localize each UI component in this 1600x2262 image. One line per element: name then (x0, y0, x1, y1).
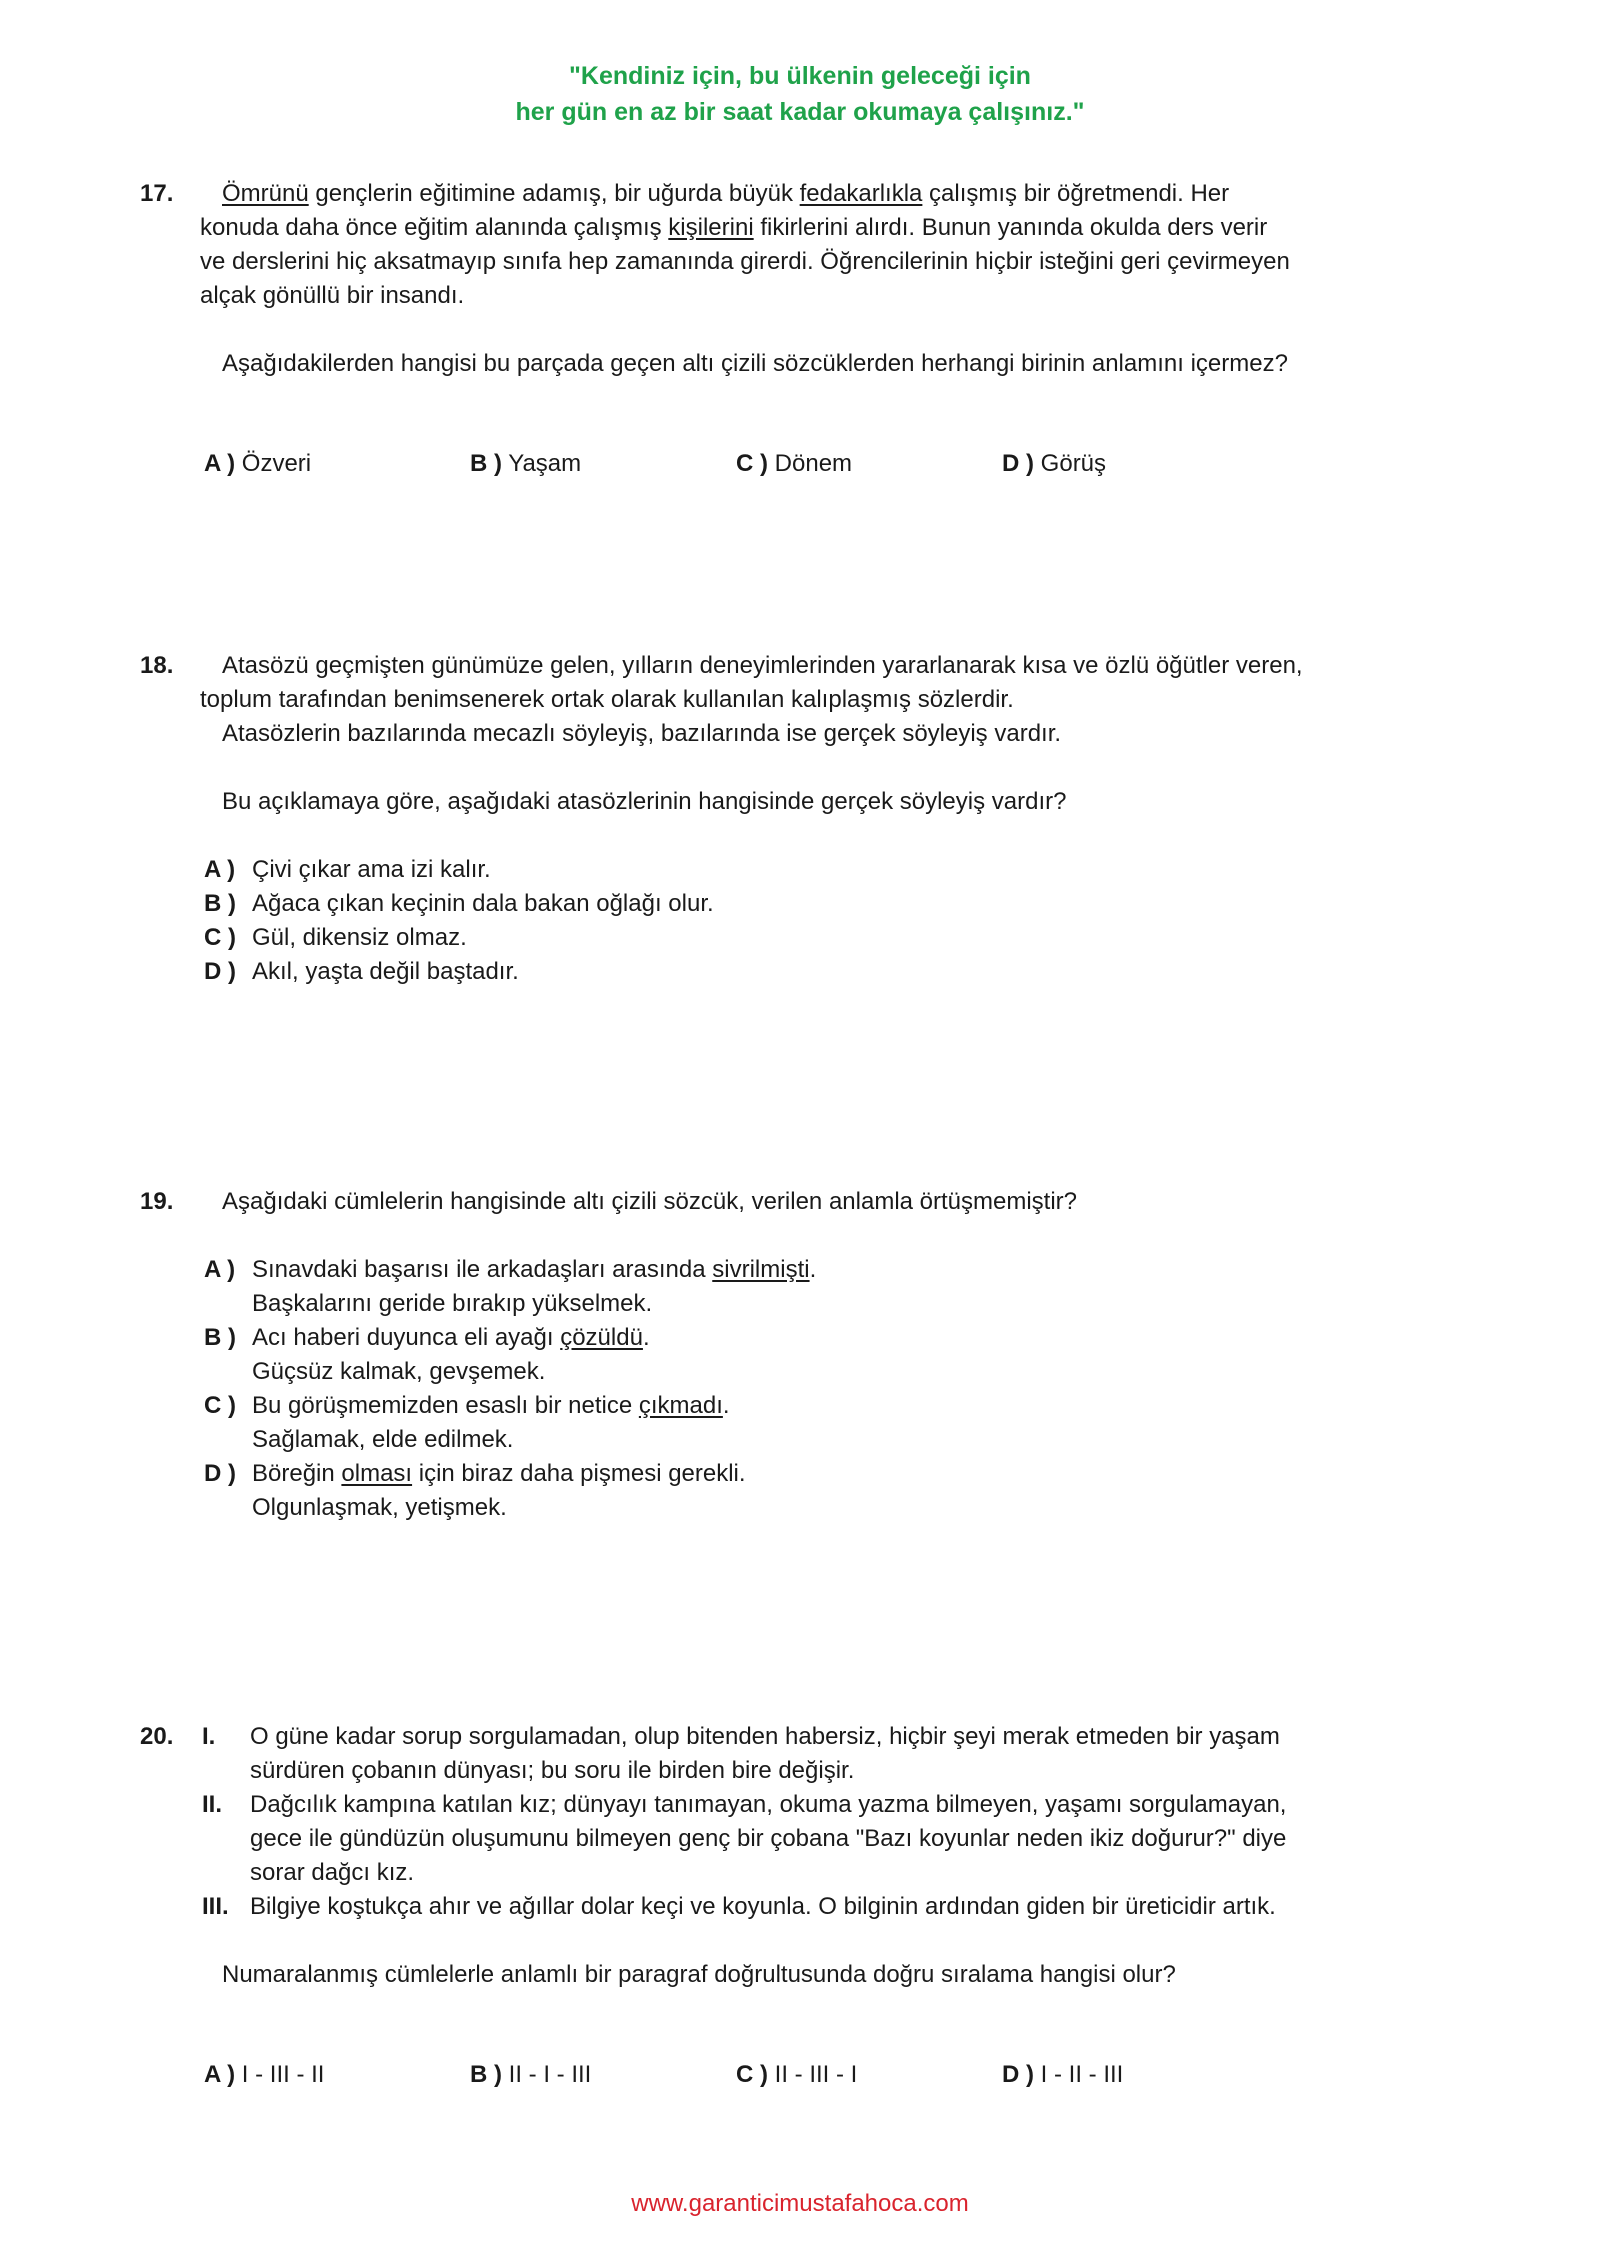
underlined-word: Ömrünü (222, 180, 309, 207)
option-d[interactable]: D ) Akıl, yaşta değil baştadır. (204, 958, 519, 985)
footer-website-link[interactable]: www.garanticimustafahoca.com (631, 2190, 969, 2217)
option-d[interactable]: D ) Görüş (1002, 450, 1107, 477)
underlined-word: fedakarlıkla (799, 180, 923, 207)
option-b[interactable]: B ) II - I - III (470, 2061, 592, 2088)
question-18 (140, 649, 1440, 989)
option-b[interactable]: B ) Yaşam (470, 450, 582, 477)
option-a[interactable]: A ) Sınavdaki başarısı ile arkadaşları arasında sivrilmişti. Başkalarını geride bırakıp yükselmek. (204, 1253, 1440, 1321)
motto-line-2: her gün en az bir saat kadar okumaya çalışınız." (515, 98, 1085, 126)
option-a[interactable]: A ) I - III - II (204, 2061, 325, 2088)
answer-options (204, 853, 1440, 989)
answer-options (204, 2058, 1440, 2092)
question-stem: Numaralanmış cümlelerle anlamlı bir paragraf doğrultusunda doğru sıralama hangisi olur? (222, 1961, 1176, 1988)
question-number: 20. (140, 1723, 174, 1750)
passage-line: Atasözlerin bazılarında mecazlı söyleyiş, bazılarında ise gerçek söyleyiş vardır. (222, 720, 1062, 747)
passage-line: Ömrünü gençlerin eğitimine adamış, bir uğurda büyük fedakarlıkla çalışmış bir öğretmendi. Her (222, 180, 1230, 207)
underlined-word: kişilerini (668, 214, 754, 241)
question-17 (140, 177, 1440, 481)
question-number: 19. (140, 1188, 174, 1215)
question-20 (140, 1720, 1440, 2092)
numbered-sentence-iii: III. Bilgiye koştukça ahır ve ağıllar dolar keçi ve koyunla. O bilginin ardından giden bir üreticidir artık. (202, 1893, 1276, 1920)
option-a[interactable]: A ) Özveri (204, 450, 312, 477)
option-c[interactable]: C ) Dönem (736, 450, 853, 477)
motto-line-1: "Kendiniz için, bu ülkenin geleceği için (569, 62, 1031, 90)
passage-line: toplum tarafından benimsenerek ortak olarak kullanılan kalıplaşmış sözlerdir. (200, 686, 1014, 713)
option-c[interactable]: C ) Gül, dikensiz olmaz. (204, 924, 467, 951)
option-d[interactable]: D ) Böreğin olması için biraz daha pişmesi gerekli. Olgunlaşmak, yetişmek. (204, 1457, 1440, 1525)
question-stem: Bu açıklamaya göre, aşağıdaki atasözlerinin hangisinde gerçek söyleyiş vardır? (222, 788, 1067, 815)
meaning: Sağlamak, elde edilmek. (252, 1426, 514, 1453)
passage-line: konuda daha önce eğitim alanında çalışmış kişilerini fikirlerini alırdı. Bunun yanında okulda ders verir (200, 214, 1268, 241)
option-d[interactable]: D ) I - II - III (1002, 2061, 1124, 2088)
motto-header (0, 58, 1600, 130)
option-c[interactable]: C ) II - III - I (736, 2061, 858, 2088)
underlined-word: sivrilmişti (712, 1256, 810, 1283)
question-number: 18. (140, 652, 174, 679)
meaning: Güçsüz kalmak, gevşemek. (252, 1358, 546, 1385)
underlined-word: çözüldü (560, 1324, 643, 1351)
question-number: 17. (140, 180, 174, 207)
answer-options (204, 447, 1440, 481)
meaning: Olgunlaşmak, yetişmek. (252, 1494, 507, 1521)
option-c[interactable]: C ) Bu görüşmemizden esaslı bir netice çıkmadı. Sağlamak, elde edilmek. (204, 1389, 1440, 1457)
question-19 (140, 1185, 1440, 1525)
option-b[interactable]: B ) Acı haberi duyunca eli ayağı çözüldü. Güçsüz kalmak, gevşemek. (204, 1321, 1440, 1389)
numbered-sentence-ii: II. Dağcılık kampına katılan kız; dünyayı tanımayan, okuma yazma bilmeyen, yaşamı sorgulamayan, gece ile gündüzün oluşumunu bilmeyen genç bir çobana "Bazı koyunlar neden ikiz doğurur?" diye sorar dağcı kız. (202, 1791, 1287, 1886)
option-b[interactable]: B ) Ağaca çıkan keçinin dala bakan oğlağı olur. (204, 890, 714, 917)
underlined-word: olması (341, 1460, 413, 1487)
passage-line: ve derslerini hiç aksatmayıp sınıfa hep zamanında girerdi. Öğrencilerinin hiçbir isteğini geri çevirmeyen (200, 248, 1290, 275)
question-stem: Aşağıdakilerden hangisi bu parçada geçen altı çizili sözcüklerden herhangi birinin anlamını içermez? (222, 350, 1288, 377)
passage-line: Atasözü geçmişten günümüze gelen, yılların deneyimlerinden yararlanarak kısa ve özlü öğütler veren, (222, 652, 1303, 679)
answer-options (204, 1253, 1440, 1525)
meaning: Başkalarını geride bırakıp yükselmek. (252, 1290, 653, 1317)
underlined-word: çıkmadı (638, 1392, 723, 1419)
numbered-sentence-i: I. O güne kadar sorup sorgulamadan, olup bitenden habersiz, hiçbir şeyi merak etmeden bir yaşam sürdüren çobanın dünyası; bu soru ile birden bire değişir. (202, 1723, 1280, 1784)
option-a[interactable]: A ) Çivi çıkar ama izi kalır. (204, 856, 491, 883)
passage-line: alçak gönüllü bir insandı. (200, 282, 465, 309)
question-stem: Aşağıdaki cümlelerin hangisinde altı çizili sözcük, verilen anlamla örtüşmemiştir? (222, 1188, 1078, 1215)
